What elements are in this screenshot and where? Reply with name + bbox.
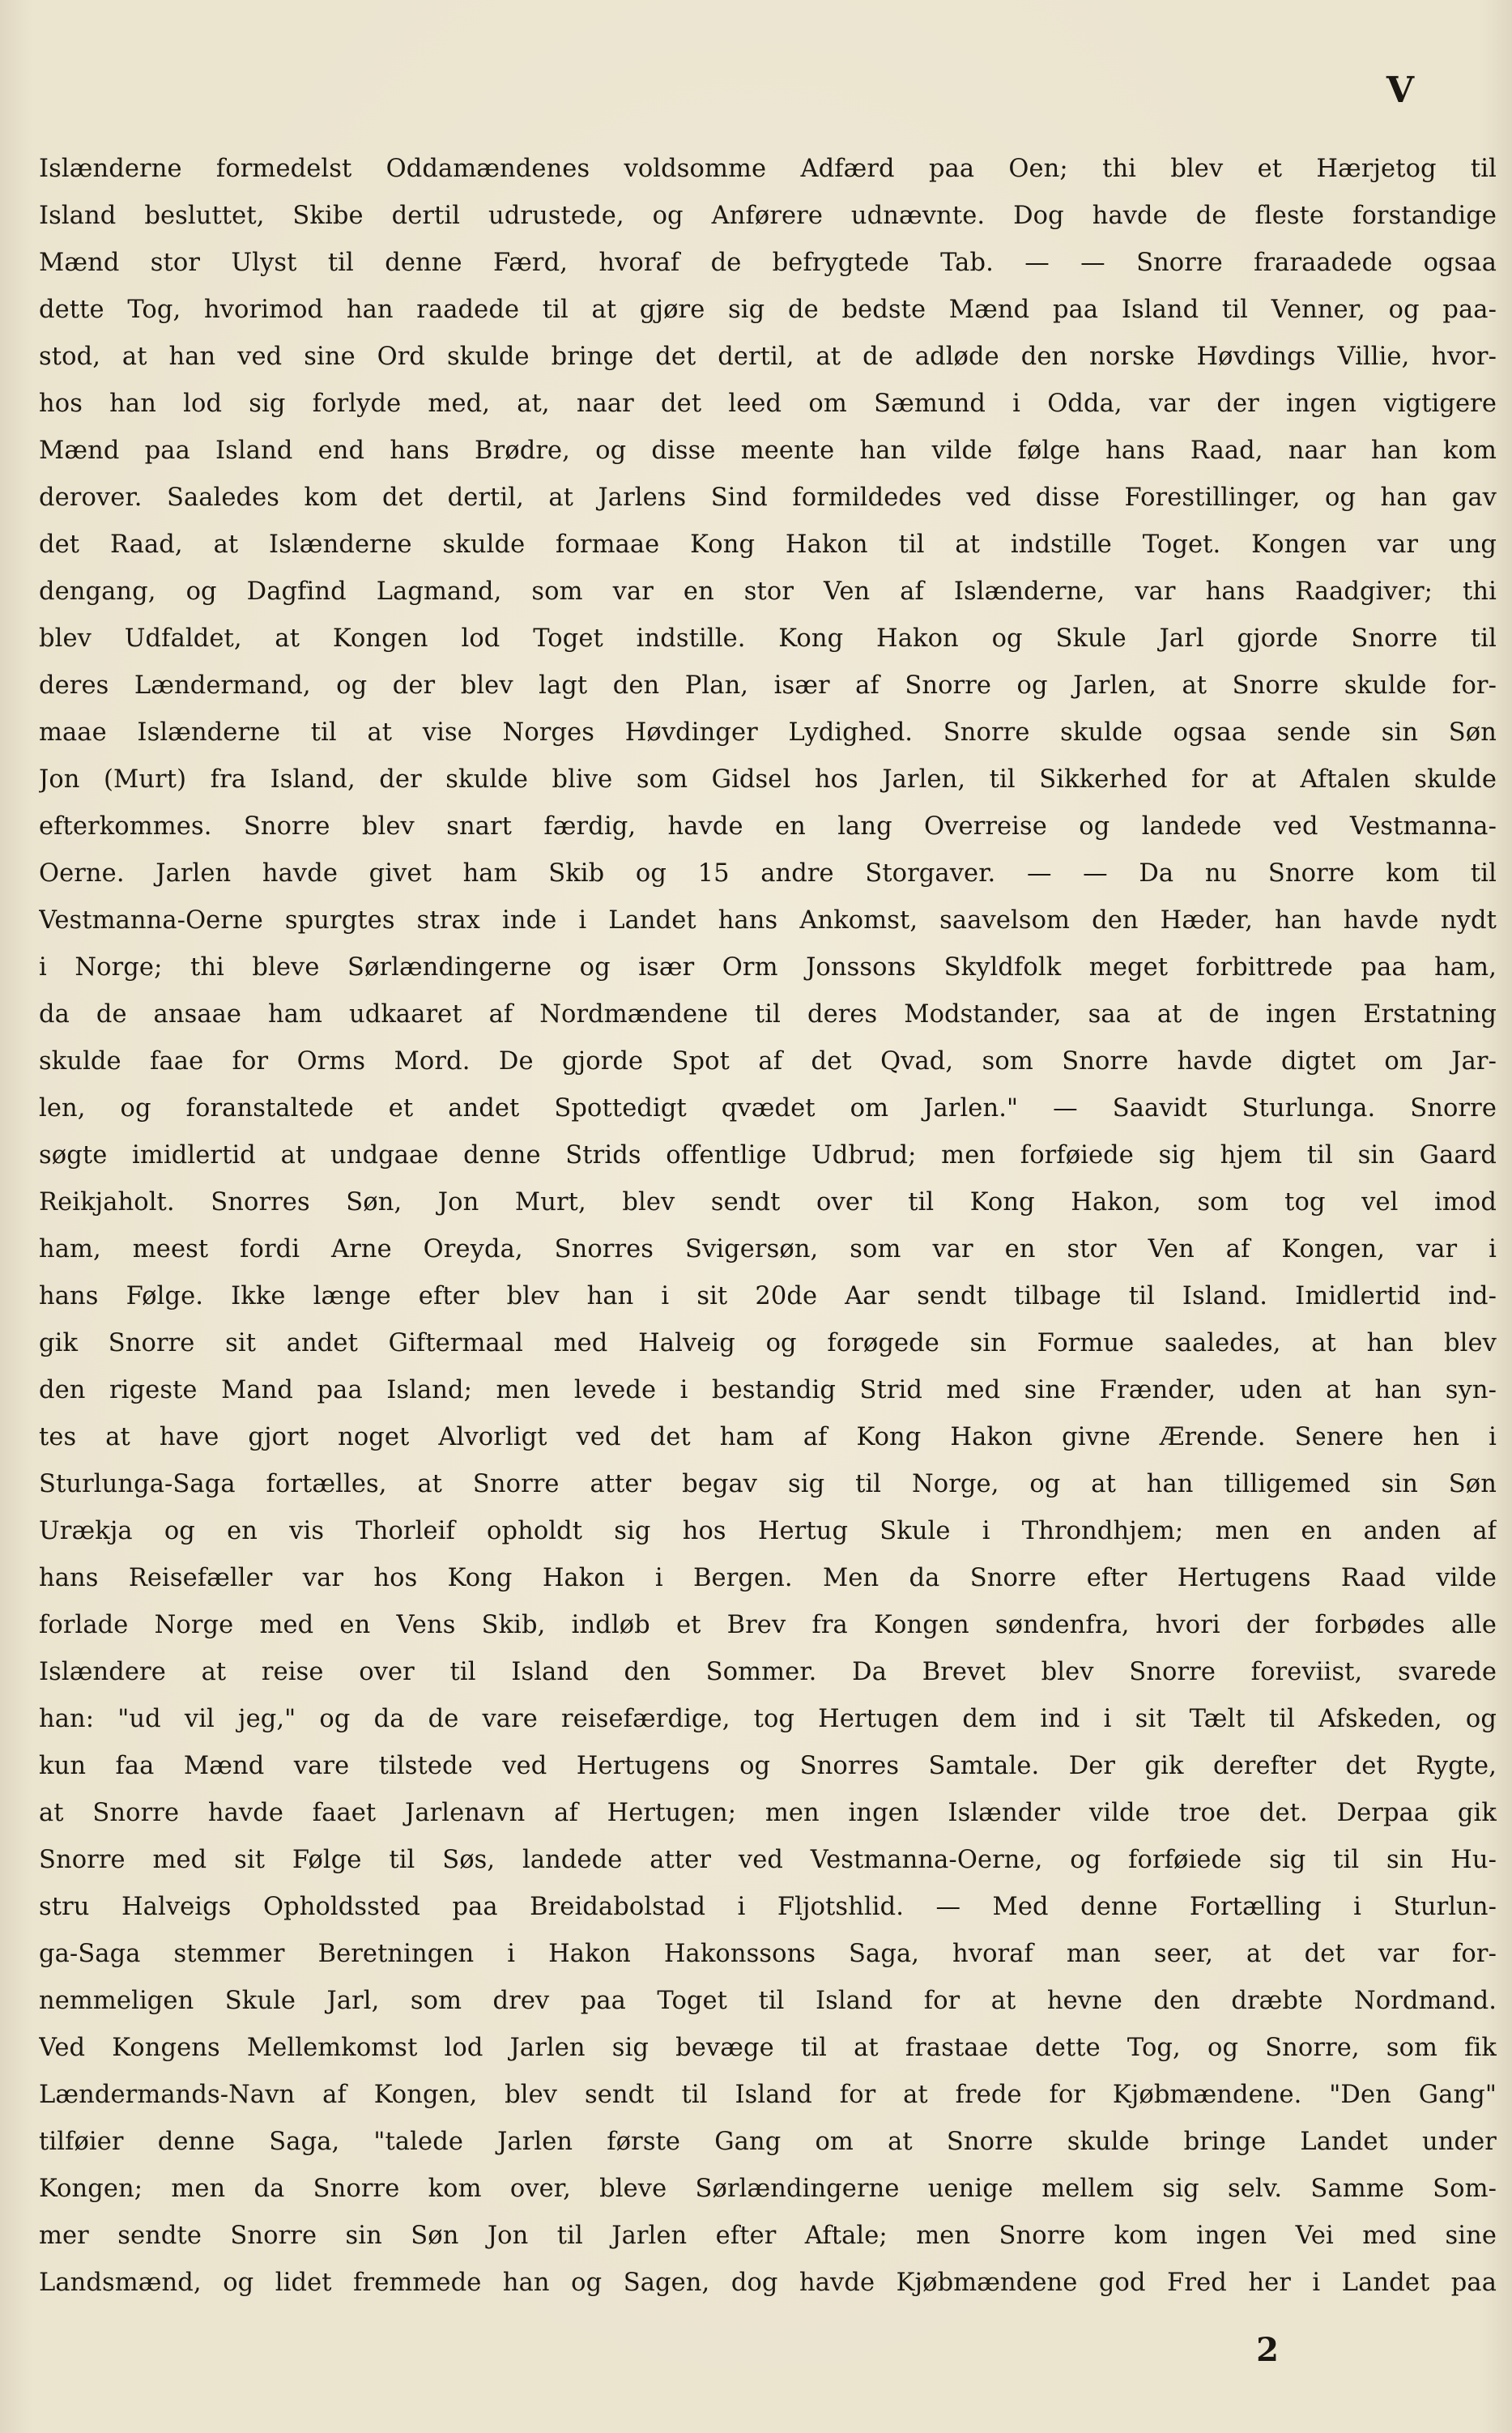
text-line: Vestmanna-Oerne spurgtes strax inde i Landet hans Ankomst, saavelsom den Hæder, han havde nydt: [39, 906, 1497, 935]
text-line: dengang, og Dagfind Lagmand, som var en stor Ven af Islænderne, var hans Raadgiver; thi: [39, 577, 1497, 606]
text-line: len, og foranstaltede et andet Spottedigt qvædet om Jarlen." — Saavidt Sturlunga. Snorre: [39, 1094, 1497, 1123]
text-line: Reikjaholt. Snorres Søn, Jon Murt, blev sendt over til Kong Hakon, som tog vel imod: [39, 1188, 1497, 1216]
text-line: ga-Saga stemmer Beretningen i Hakon Hakonssons Saga, hvoraf man seer, at det var for-: [39, 1940, 1497, 1968]
text-line: deres Lændermand, og der blev lagt den Plan, især af Snorre og Jarlen, at Snorre skulde for-: [39, 671, 1497, 700]
text-line: at Snorre havde faaet Jarlenavn af Hertugen; men ingen Islænder vilde troe det. Derpaa gik: [39, 1799, 1497, 1827]
text-line: stru Halveigs Opholdssted paa Breidabolstad i Fljotshlid. — Med denne Fortælling i Sturlun-: [39, 1893, 1497, 1921]
text-line: mer sendte Snorre sin Søn Jon til Jarlen efter Aftale; men Snorre kom ingen Vei med sine: [39, 2222, 1497, 2250]
text-line: Mænd stor Ulyst til denne Færd, hvoraf de befrygtede Tab. — — Snorre fraraadede ogsaa: [39, 249, 1497, 277]
text-line: Lændermands-Navn af Kongen, blev sendt til Island for at frede for Kjøbmændene. "Den Gang": [39, 2081, 1497, 2109]
text-line: skulde faae for Orms Mord. De gjorde Spot af det Qvad, som Snorre havde digtet om Jar-: [39, 1047, 1497, 1076]
text-line: dette Tog, hvorimod han raadede til at gjøre sig de bedste Mænd paa Island til Venner, og paa-: [39, 296, 1497, 324]
text-line: hans Reisefæller var hos Kong Hakon i Bergen. Men da Snorre efter Hertugens Raad vilde: [39, 1564, 1497, 1592]
text-line: Mænd paa Island end hans Brødre, og disse meente han vilde følge hans Raad, naar han kom: [39, 437, 1497, 465]
text-line: hans Følge. Ikke længe efter blev han i sit 20de Aar sendt tilbage til Island. Imidlertid ind-: [39, 1282, 1497, 1310]
text-line: Islænderne formedelst Oddamændenes voldsomme Adfærd paa Oen; thi blev et Hærjetog til: [39, 155, 1497, 183]
text-line: nemmeligen Skule Jarl, som drev paa Toget til Island for at hevne den dræbte Nordmand.: [39, 1987, 1497, 2015]
text-line: stod, at han ved sine Ord skulde bringe det dertil, at de adløde den norske Høvdings Villie, hvor-: [39, 343, 1497, 371]
text-line: Snorre med sit Følge til Søs, landede atter ved Vestmanna-Oerne, og forføiede sig til sin Hu-: [39, 1846, 1497, 1874]
text-line: gik Snorre sit andet Giftermaal med Halveig og forøgede sin Formue saaledes, at han blev: [39, 1329, 1497, 1357]
text-line: ham, meest fordi Arne Oreyda, Snorres Svigersøn, som var en stor Ven af Kongen, var i: [39, 1235, 1497, 1263]
text-line: Oerne. Jarlen havde givet ham Skib og 15 andre Storgaver. — — Da nu Snorre kom til: [39, 859, 1497, 888]
text-line: maae Islænderne til at vise Norges Høvdinger Lydighed. Snorre skulde ogsaa sende sin Søn: [39, 718, 1497, 747]
text-line: Sturlunga-Saga fortælles, at Snorre atter begav sig til Norge, og at han tilligemed sin Søn: [39, 1470, 1497, 1498]
text-line: Ved Kongens Mellemkomst lod Jarlen sig bevæge til at frastaae dette Tog, og Snorre, som fik: [39, 2034, 1497, 2062]
text-line: Urækja og en vis Thorleif opholdt sig hos Hertug Skule i Throndhjem; men en anden af: [39, 1517, 1497, 1545]
text-line: kun faa Mænd vare tilstede ved Hertugens og Snorres Samtale. Der gik derefter det Rygte,: [39, 1752, 1497, 1780]
text-line: det Raad, at Islænderne skulde formaae Kong Hakon til at indstille Toget. Kongen var ung: [39, 530, 1497, 559]
body-text: [39, 146, 1497, 2307]
text-line: Jon (Murt) fra Island, der skulde blive som Gidsel hos Jarlen, til Sikkerhed for at Aftalen skulde: [39, 765, 1497, 794]
page-number-roman: V: [1386, 70, 1416, 111]
text-line: han: "ud vil jeg," og da de vare reisefærdige, tog Hertugen dem ind i sit Tælt til Afskeden, og: [39, 1705, 1497, 1733]
text-line: hos han lod sig forlyde med, at, naar det leed om Sæmund i Odda, var der ingen vigtigere: [39, 390, 1497, 418]
text-line: Island besluttet, Skibe dertil udrustede, og Anførere udnævnte. Dog havde de fleste forstandige: [39, 202, 1497, 230]
signature-mark: 2: [1256, 2331, 1279, 2369]
text-line: Landsmænd, og lidet fremmede han og Sagen, dog havde Kjøbmændene god Fred her i Landet paa: [39, 2269, 1497, 2297]
text-line: Kongen; men da Snorre kom over, bleve Sørlændingerne uenige mellem sig selv. Samme Som-: [39, 2175, 1497, 2203]
text-line: blev Udfaldet, at Kongen lod Toget indstille. Kong Hakon og Skule Jarl gjorde Snorre til: [39, 624, 1497, 653]
text-line: søgte imidlertid at undgaae denne Strids offentlige Udbrud; men forføiede sig hjem til sin Gaard: [39, 1141, 1497, 1170]
text-line: forlade Norge med en Vens Skib, indløb et Brev fra Kongen søndenfra, hvori der forbødes alle: [39, 1611, 1497, 1639]
text-line: da de ansaae ham udkaaret af Nordmændene til deres Modstander, saa at de ingen Erstatning: [39, 1000, 1497, 1029]
text-line: derover. Saaledes kom det dertil, at Jarlens Sind formildedes ved disse Forestillinger, og han gav: [39, 484, 1497, 512]
text-line: den rigeste Mand paa Island; men levede i bestandig Strid med sine Frænder, uden at han syn-: [39, 1376, 1497, 1404]
text-line: i Norge; thi bleve Sørlændingerne og især Orm Jonssons Skyldfolk meget forbittrede paa ham,: [39, 953, 1497, 982]
text-line: tilføier denne Saga, "talede Jarlen første Gang om at Snorre skulde bringe Landet under: [39, 2128, 1497, 2156]
text-line: Islændere at reise over til Island den Sommer. Da Brevet blev Snorre foreviist, svarede: [39, 1658, 1497, 1686]
text-line: efterkommes. Snorre blev snart færdig, havde en lang Overreise og landede ved Vestmanna-: [39, 812, 1497, 841]
text-line: tes at have gjort noget Alvorligt ved det ham af Kong Hakon givne Ærende. Senere hen i: [39, 1423, 1497, 1451]
